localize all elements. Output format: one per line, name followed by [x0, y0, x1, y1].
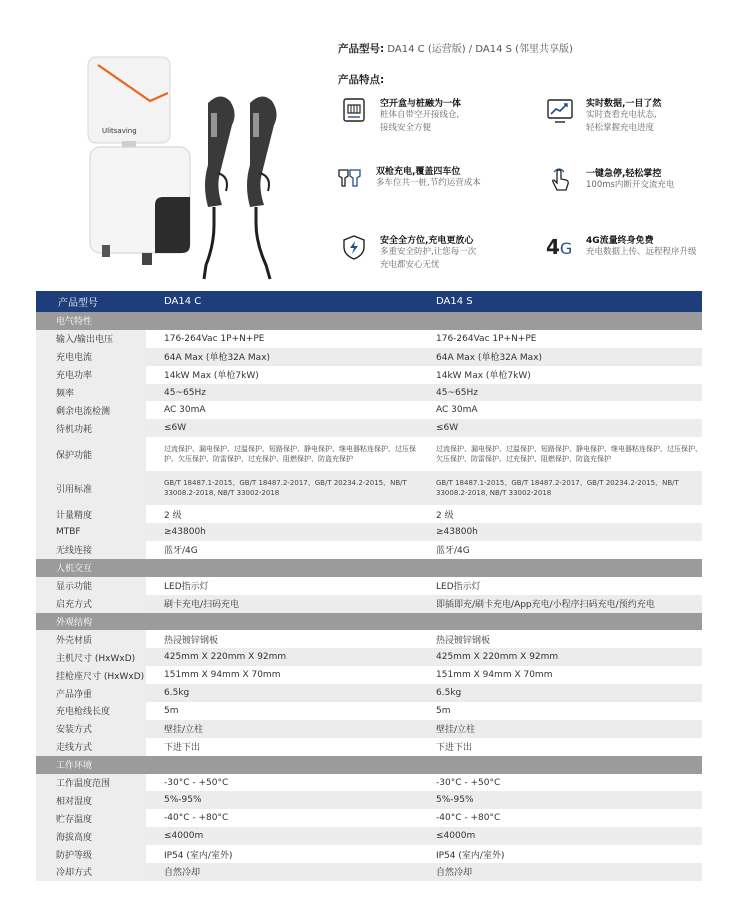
header-da14c: DA14 C: [146, 291, 428, 312]
spec-key: MTBF: [36, 523, 146, 541]
feature-dual-gun: [336, 164, 516, 214]
feature-desc: 充电数据上传、远程程序升级: [586, 247, 697, 257]
section-row: [36, 756, 702, 774]
feature-safety: [340, 233, 520, 283]
section-label: 人机交互: [36, 559, 702, 577]
table-row: [36, 774, 702, 792]
table-row: [36, 630, 702, 648]
table-row: [36, 330, 702, 348]
feature-breaker-box: [340, 96, 520, 146]
table-row: [36, 702, 702, 720]
spec-key: 频率: [36, 384, 146, 402]
table-row: [36, 541, 702, 559]
table-row: [36, 863, 702, 881]
spec-value-da14c: AC 30mA: [164, 405, 206, 416]
section-label: 电气特性: [36, 312, 702, 330]
feature-desc: 100ms内断开交流充电: [586, 180, 675, 190]
section-row: [36, 613, 702, 631]
dual-plug-icon: [336, 164, 364, 192]
spec-value-da14c: 蓝牙/4G: [164, 546, 198, 557]
header-da14s: DA14 S: [428, 291, 702, 312]
spec-value-da14s: ≤6W: [428, 419, 702, 437]
table-row: [36, 684, 702, 702]
spec-value-da14c: 下进下出: [164, 743, 201, 754]
table-row: [36, 401, 702, 419]
spec-key: 相对湿度: [36, 791, 146, 809]
table-row: [36, 809, 702, 827]
shield-bolt-icon: [340, 233, 368, 261]
model-label: 产品型号:: [338, 43, 385, 55]
spec-value-da14c: 自然冷却: [146, 863, 428, 881]
feature-desc: 实时查看充电状态, 轻松掌握充电进度: [586, 110, 657, 133]
spec-value-da14s: 6.5kg: [428, 684, 702, 702]
spec-value-da14s: 下进下出: [436, 743, 473, 754]
spec-key: 冷却方式: [36, 863, 146, 881]
features-title: 产品特点:: [338, 74, 385, 86]
spec-table-body: [36, 312, 702, 881]
table-row: [36, 523, 702, 541]
feature-desc: 多重安全防护,让您每一次 充电都安心无忧: [380, 247, 477, 270]
spec-value-da14s: 14kW Max (单枪7kW): [436, 371, 531, 382]
feature-4g: [546, 233, 726, 283]
spec-key: 工作温度范围: [36, 774, 146, 792]
spec-key: 充电功率: [36, 366, 146, 384]
spec-key: 产品净重: [36, 684, 146, 702]
spec-value-da14s: 即插即充/刷卡充电/App充电/小程序扫码充电/预约充电: [428, 595, 702, 613]
spec-key: 无线连接: [36, 541, 146, 559]
tap-hand-icon: [546, 166, 574, 194]
spec-key: 主机尺寸 (HxWxD): [36, 648, 146, 666]
spec-value-da14s: GB/T 18487.1-2015、GB/T 18487.2-2017、GB/T 20234.2-2015、NB/T 33008.2-2018, NB/T 33002-2018: [428, 471, 702, 505]
table-row: [36, 720, 702, 738]
realtime-chart-icon: [546, 96, 574, 124]
table-row: [36, 738, 702, 756]
product-hero: [0, 0, 729, 290]
header-model: 产品型号: [36, 291, 146, 312]
spec-value-da14s: 425mm X 220mm X 92mm: [428, 648, 702, 666]
charger-product-image: [80, 55, 330, 280]
breaker-box-icon: [340, 96, 368, 124]
section-row: [36, 559, 702, 577]
spec-table: [36, 291, 702, 881]
spec-value-da14s: 蓝牙/4G: [436, 546, 470, 557]
spec-value-da14c: -40°C - +80°C: [164, 813, 229, 824]
feature-realtime-data: [546, 96, 726, 146]
spec-value-da14s: 过流保护、漏电保护、过温保护、短路保护、静电保护、继电器粘连保护、过压保护、欠压保护、防雷保护、过充保护、阻燃保护、防盗充保护: [436, 445, 702, 464]
table-row: [36, 471, 702, 505]
feature-desc: 桩体自带空开接线仓, 接线安全方便: [380, 110, 460, 133]
spec-value-da14s: -40°C - +80°C: [436, 813, 501, 824]
spec-value-da14c: ≤6W: [146, 419, 428, 437]
spec-value-da14s: LED指示灯: [436, 582, 481, 593]
spec-value-da14c: 6.5kg: [146, 684, 428, 702]
4g-icon: 4G: [546, 235, 573, 259]
feature-title: 双枪充电,覆盖四车位: [376, 167, 461, 177]
spec-value-da14s: 176-264Vac 1P+N+PE: [436, 333, 537, 344]
section-label: 工作环境: [36, 756, 702, 774]
table-row: [36, 505, 702, 523]
spec-value-da14c: 64A Max (单枪32A Max): [146, 348, 428, 366]
table-row: [36, 366, 702, 384]
spec-value-da14s: 45~65Hz: [428, 384, 702, 402]
spec-value-da14s: 自然冷却: [428, 863, 702, 881]
spec-key: 安装方式: [36, 720, 146, 738]
spec-value-da14c: 壁挂/立柱: [146, 720, 428, 738]
spec-key: 贮存温度: [36, 809, 146, 827]
feature-title: 实时数据,一目了然: [586, 99, 662, 109]
spec-key: 充电枪线长度: [36, 702, 146, 720]
spec-key: 输入/输出电压: [36, 330, 146, 348]
table-row: [36, 577, 702, 595]
table-row: [36, 419, 702, 437]
spec-value-da14c: ≤4000m: [146, 827, 428, 845]
spec-key: 计量精度: [36, 505, 146, 523]
spec-key: 待机功耗: [36, 419, 146, 437]
spec-value-da14s: ≤4000m: [428, 827, 702, 845]
feature-desc: 多车位共一桩,节约运营成本: [376, 178, 481, 188]
spec-value-da14s: -30°C - +50°C: [436, 777, 501, 788]
table-row: [36, 666, 702, 684]
spec-key: 海拔高度: [36, 827, 146, 845]
spec-key: 挂枪座尺寸 (HxWxD): [36, 666, 146, 684]
table-row: [36, 437, 702, 471]
spec-key: 剩余电流检测: [36, 401, 146, 419]
spec-value-da14c: ≥43800h: [146, 523, 428, 541]
table-row: [36, 384, 702, 402]
spec-value-da14c: IP54 (室内/室外): [164, 850, 233, 861]
table-row: [36, 827, 702, 845]
spec-key: 保护功能: [36, 437, 146, 471]
feature-title: 4G流量终身免费: [586, 236, 654, 246]
spec-value-da14c: GB/T 18487.1-2015、GB/T 18487.2-2017、GB/T 20234.2-2015、NB/T 33008.2-2018, NB/T 33002-2018: [146, 471, 428, 505]
spec-value-da14c: 5%-95%: [146, 791, 428, 809]
table-row: [36, 791, 702, 809]
spec-key: 外壳材质: [36, 630, 146, 648]
spec-key: 显示功能: [36, 577, 146, 595]
table-row: [36, 845, 702, 863]
model-value: DA14 C (运营版) / DA14 S (邻里共享版): [387, 44, 573, 55]
spec-value-da14c: 14kW Max (单枪7kW): [164, 371, 259, 382]
spec-value-da14c: 45~65Hz: [146, 384, 428, 402]
spec-value-da14c: 151mm X 94mm X 70mm: [164, 670, 281, 681]
feature-emergency-stop: [546, 166, 726, 216]
spec-value-da14s: 151mm X 94mm X 70mm: [436, 670, 553, 681]
spec-value-da14c: 过流保护、漏电保护、过温保护、短路保护、静电保护、继电器粘连保护、过压保护、欠压保护、防雷保护、过充保护、阻燃保护、防盗充保护: [164, 445, 416, 464]
spec-key: 启充方式: [36, 595, 146, 613]
spec-value-da14s: 壁挂/立柱: [428, 720, 702, 738]
spec-value-da14s: 64A Max (单枪32A Max): [428, 348, 702, 366]
spec-value-da14c: 刷卡充电/扫码充电: [146, 595, 428, 613]
spec-value-da14s: ≥43800h: [428, 523, 702, 541]
table-row: [36, 648, 702, 666]
spec-value-da14c: LED指示灯: [164, 582, 209, 593]
spec-key: 充电电流: [36, 348, 146, 366]
spec-value-da14s: 热浸镀锌钢板: [436, 635, 491, 646]
spec-value-da14c: 425mm X 220mm X 92mm: [146, 648, 428, 666]
spec-value-da14c: 2 级: [164, 510, 182, 521]
spec-value-da14s: 5%-95%: [428, 791, 702, 809]
model-line: [338, 40, 573, 56]
spec-key: 防护等级: [36, 845, 146, 863]
spec-value-da14s: IP54 (室内/室外): [436, 850, 505, 861]
spec-value-da14s: 2 级: [436, 510, 454, 521]
section-row: [36, 312, 702, 330]
feature-title: 安全全方位,充电更放心: [380, 236, 474, 246]
spec-value-da14c: 5m: [164, 705, 179, 716]
spec-value-da14c: 176-264Vac 1P+N+PE: [164, 333, 265, 344]
spec-value-da14c: 热浸镀锌钢板: [164, 635, 219, 646]
feature-title: 一键急停,轻松掌控: [586, 169, 662, 179]
feature-title: 空开盒与桩融为一体: [380, 99, 462, 109]
brand-logo: Ulitsaving: [102, 127, 137, 135]
spec-key: 引用标准: [36, 471, 146, 505]
spec-value-da14c: -30°C - +50°C: [164, 777, 229, 788]
section-label: 外观结构: [36, 613, 702, 631]
table-row: [36, 595, 702, 613]
table-header-row: [36, 291, 702, 312]
spec-value-da14s: AC 30mA: [436, 405, 478, 416]
spec-value-da14s: 5m: [436, 705, 451, 716]
table-row: [36, 348, 702, 366]
spec-key: 走线方式: [36, 738, 146, 756]
